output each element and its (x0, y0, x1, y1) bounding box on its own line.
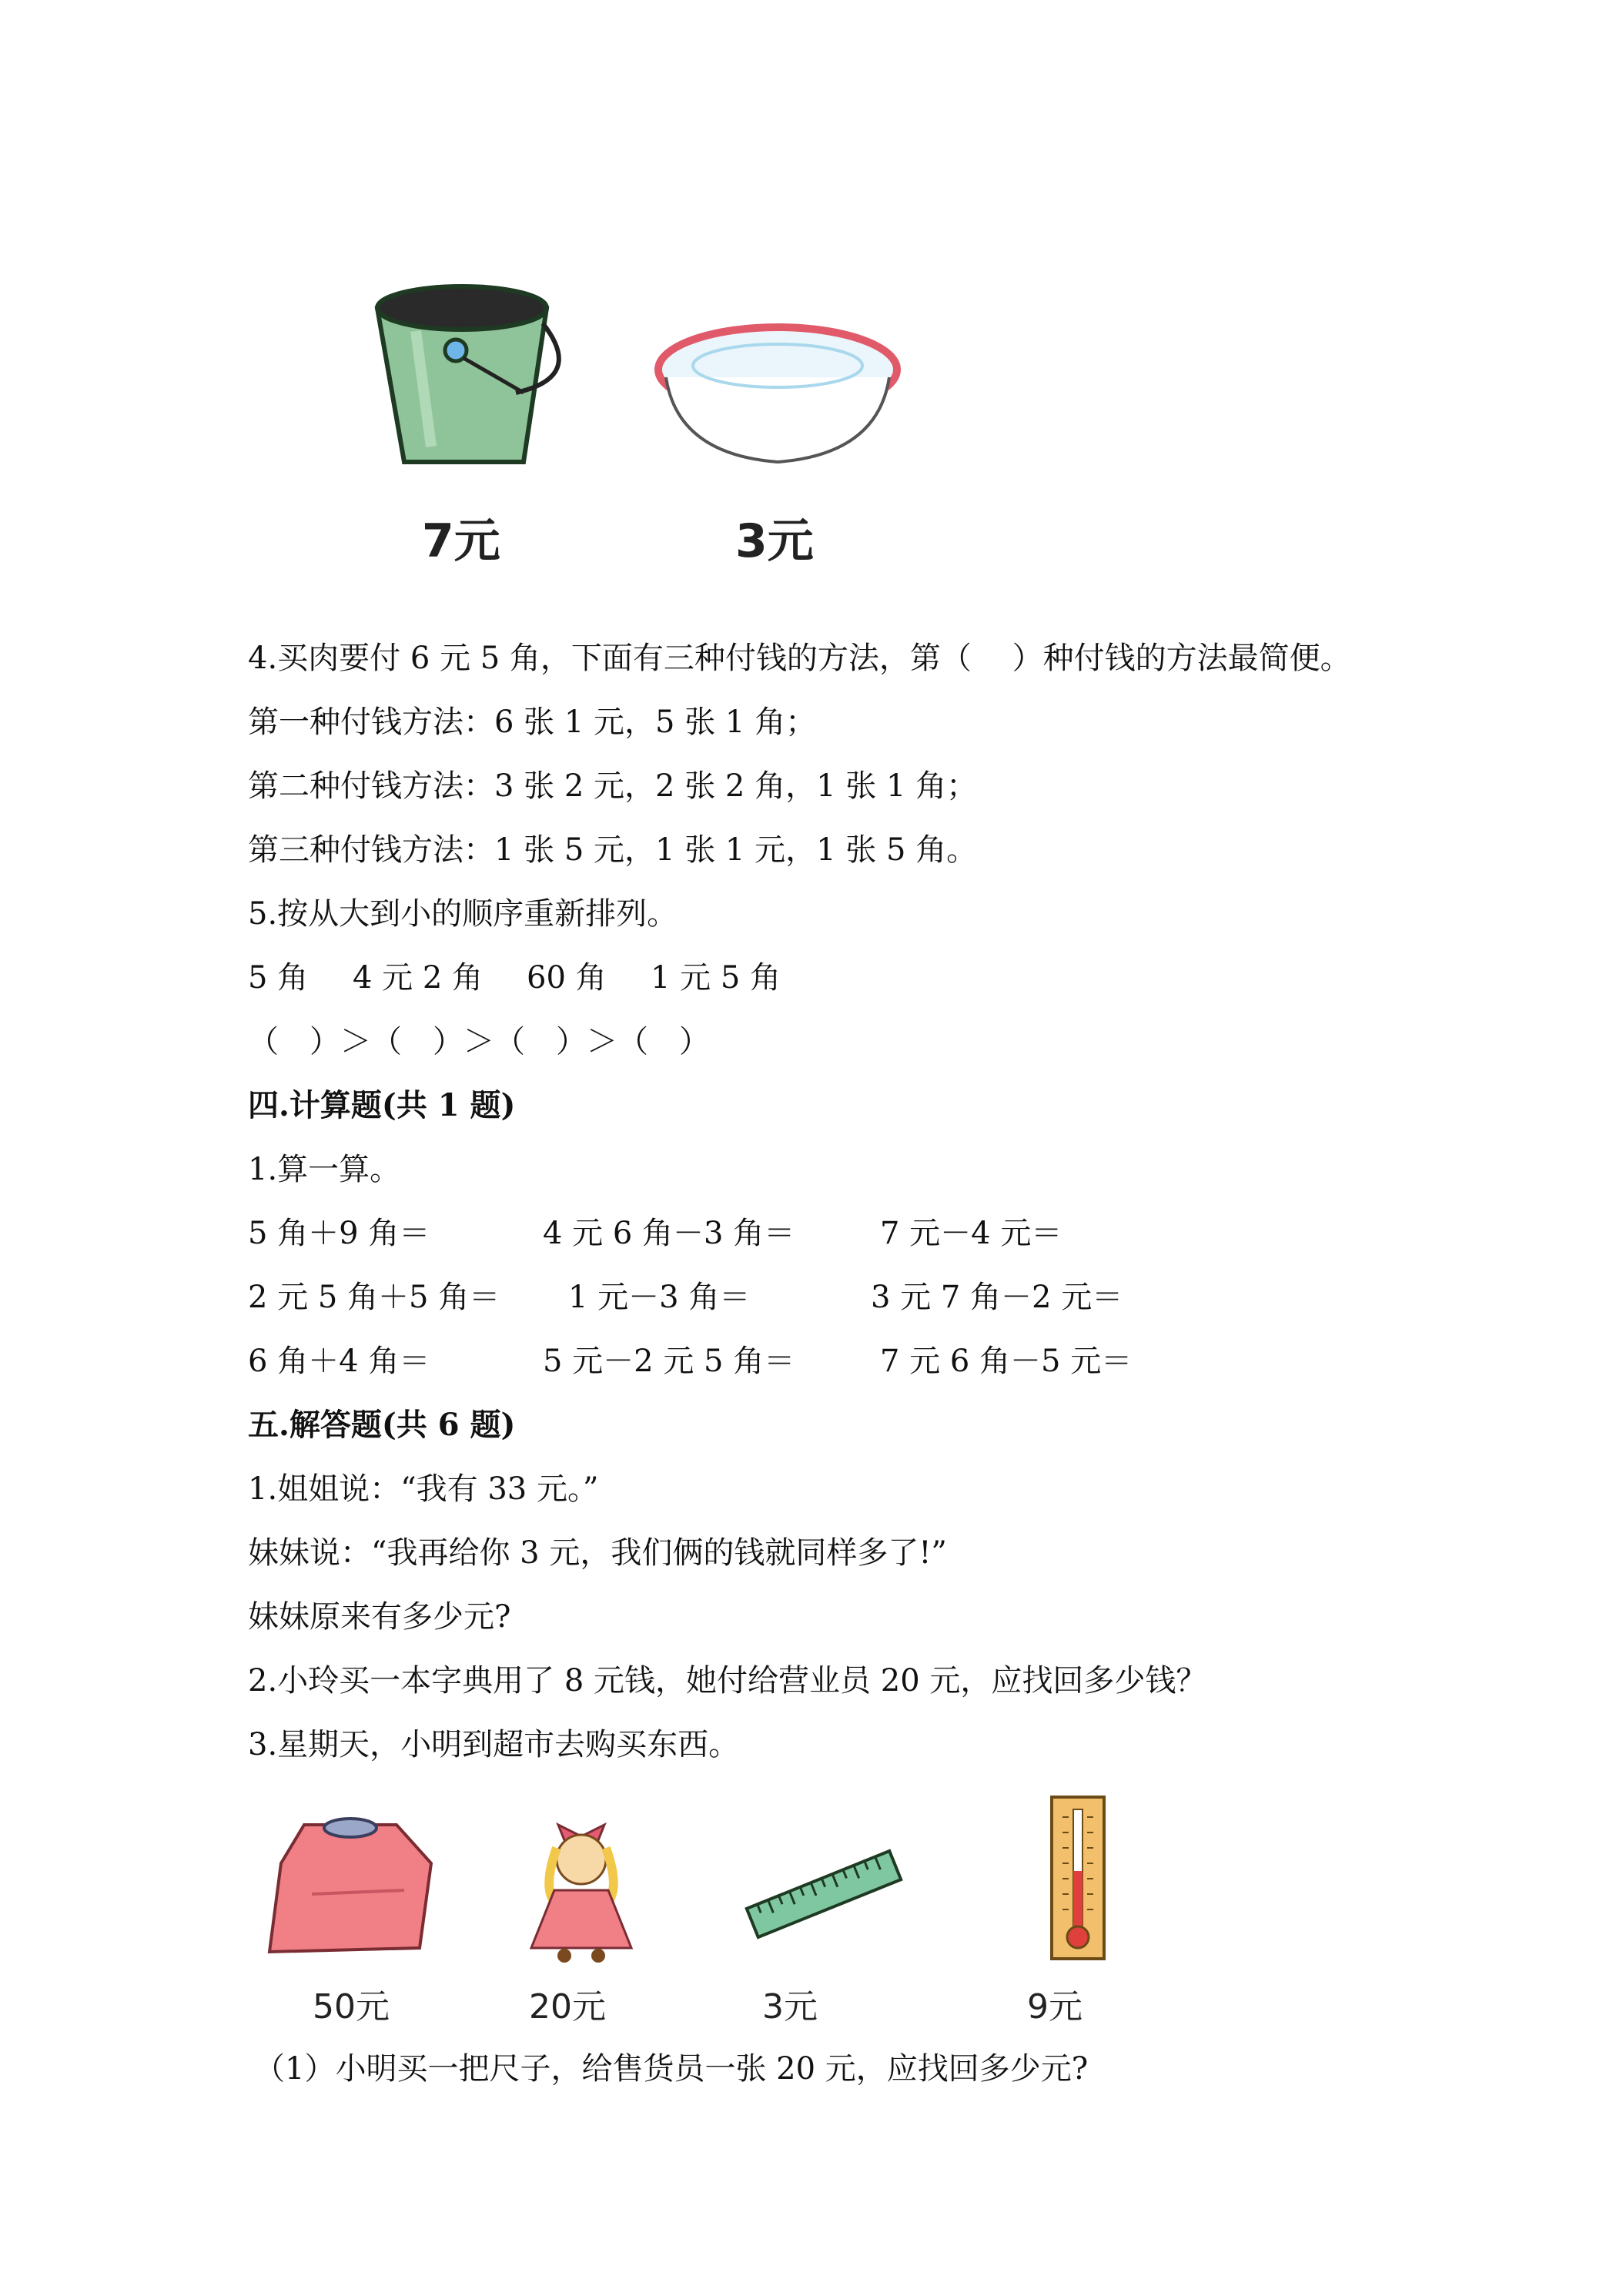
sort-item: 60 角 (527, 960, 607, 996)
doll-icon (520, 1802, 643, 1963)
sort-item: 5 角 (248, 960, 309, 996)
pay-method-1: 第一种付钱方法：6 张 1 元，5 张 1 角； (248, 705, 817, 740)
answer-3: 3.星期天，小明到超市去购买东西。 (248, 1727, 740, 1762)
answer-1-line-2: 妹妹说：“我再给你 3 元，我们俩的钱就同样多了!” (248, 1535, 947, 1571)
basin-icon (647, 323, 909, 477)
section-5-heading: 五.解答题(共 6 题) (248, 1407, 516, 1443)
answer-1-line-1: 1.姐姐说：“我有 33 元。” (248, 1471, 599, 1507)
basin-price: 3元 (735, 514, 814, 568)
sort-item: 1 元 5 角 (651, 960, 781, 996)
ruler-icon (739, 1848, 909, 1940)
calc-item: 2 元 5 角＋5 角＝ (248, 1280, 500, 1315)
calc-title: 1.算一算。 (248, 1152, 401, 1187)
answer-1-line-3: 妹妹原来有多少元? (248, 1599, 511, 1635)
doll-price: 20元 (529, 1987, 606, 2027)
calc-item: 5 角＋9 角＝ (248, 1216, 430, 1251)
answer-3-sub-1: （1）小明买一把尺子，给售货员一张 20 元，应找回多少元? (254, 2051, 1089, 2087)
question-5: 5.按从大到小的顺序重新排列。 (248, 896, 678, 932)
calc-item: 5 元－2 元 5 角＝ (543, 1344, 795, 1379)
section-4-heading: 四.计算题(共 1 题) (248, 1087, 516, 1123)
calc-item: 6 角＋4 角＝ (248, 1344, 430, 1379)
thermometer-price: 9元 (1027, 1987, 1083, 2027)
pay-method-2: 第二种付钱方法：3 张 2 元，2 张 2 角，1 张 1 角； (248, 768, 978, 804)
sort-item: 4 元 2 角 (353, 960, 484, 996)
answer-2: 2.小玲买一本字典用了 8 元钱，她付给营业员 20 元，应找回多少钱？ (248, 1663, 1207, 1699)
calc-item: 7 元－4 元＝ (880, 1216, 1062, 1251)
shirt-price: 50元 (313, 1987, 390, 2027)
thermometer-icon (1047, 1794, 1109, 1963)
ruler-price: 3元 (762, 1987, 818, 2027)
shirt-icon (258, 1817, 443, 1956)
sort-blanks: （ ）＞（ ）＞（ ）＞（ ） (248, 1024, 710, 1059)
calc-item: 4 元 6 角－3 角＝ (543, 1216, 795, 1251)
calc-item: 1 元－3 角＝ (568, 1280, 751, 1315)
calc-item: 7 元 6 角－5 元＝ (880, 1344, 1133, 1379)
bucket-icon (362, 277, 570, 470)
question-4: 4.买肉要付 6 元 5 角，下面有三种付钱的方法，第（ ）种付钱的方法最简便。 (248, 641, 1351, 676)
calc-item: 3 元 7 角－2 元＝ (871, 1280, 1123, 1315)
bucket-price: 7元 (422, 514, 500, 568)
pay-method-3: 第三种付钱方法：1 张 5 元，1 张 1 元，1 张 5 角。 (248, 832, 978, 868)
